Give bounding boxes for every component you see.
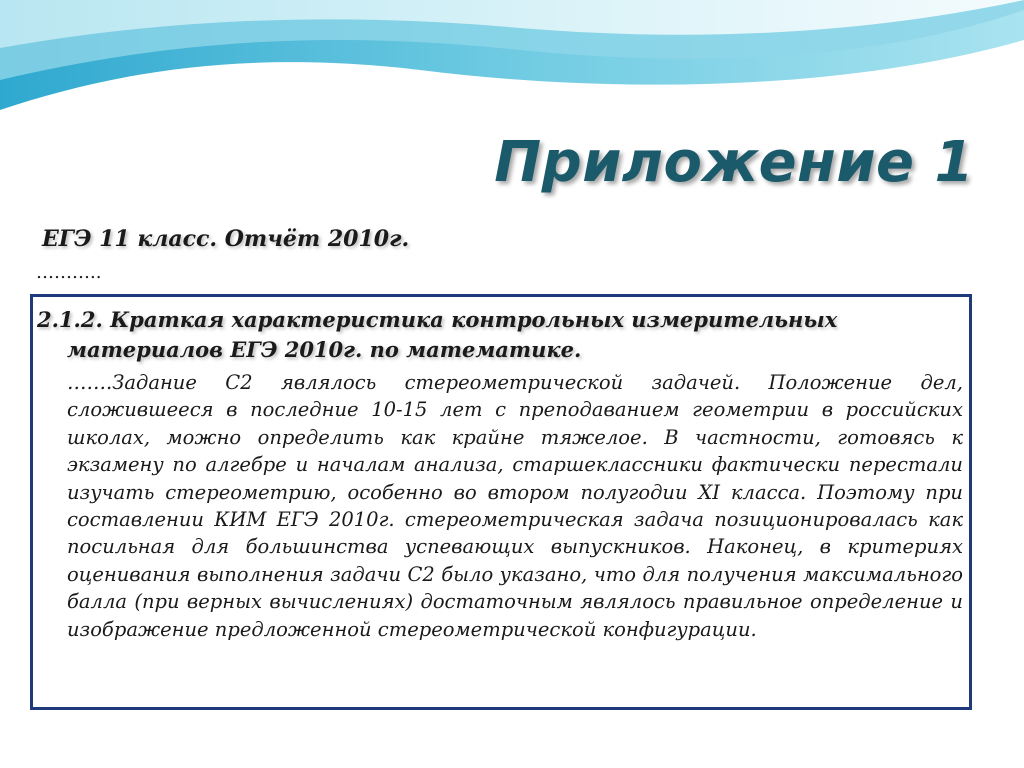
ellipsis-text: ………..	[36, 262, 102, 283]
page-title: Приложение 1	[494, 130, 974, 195]
content-box	[30, 294, 972, 710]
section-heading: 2.1.2. Краткая характеристика контрольных измерительных материалов ЕГЭ 2010г. по математике.	[37, 307, 838, 362]
subtitle: ЕГЭ 11 класс. Отчёт 2010г.	[42, 226, 410, 252]
body-text: …….Задание С2 являлось стереометрической задачей. Положение дел, сложившееся в последние 10-15 лет с преподаванием геометрии в российских школах, можно определить как крайне тяжелое. В частности, готовясь к экзамену по алгебре и началам анализа, старшеклассники фактически перестали изучать стереометрию, особенно во втором полугодии XI класса. Поэтому при составлении КИМ ЕГЭ 2010г. стереометрическая задача позиционировалась как посильная для большинства успевающих выпускников. Наконец, в критериях оценивания выполнения задачи С2 было указано, что для получения максимального балла (при верных вычислениях) достаточным являлось правильное определение и изображение предложенной стереометрической конфигурации.	[67, 371, 963, 641]
decorative-waves	[0, 0, 1024, 120]
